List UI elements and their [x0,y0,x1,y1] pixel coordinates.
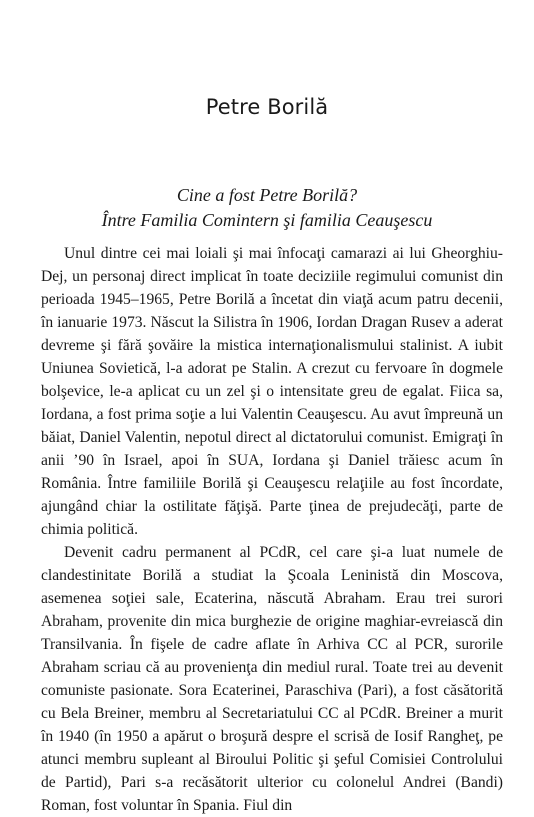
paragraph-2: Devenit cadru permanent al PCdR, cel care şi-a luat numele de clandestinitate Borilă a studiat la Şcoala Leninistă din Moscova, asemenea soţiei sale, Ecaterina, născută Abraham. Erau trei surori Abraham, provenite din mica burghezie de origine maghiar-evreiască din Transilvania. În fişele de cadre aflate în Arhiva CC al PCR, surorile Abraham scriau că au provenienţa din mediul rural. Toate trei au devenit comuniste pasionate. Sora Ecaterinei, Paraschiva (Pari), a fost căsătorită cu Bela Breiner, membru al Secretariatului CC al PCdR. Breiner a murit în 1940 (în 1950 a apărut o broşură despre el scrisă de Iosif Rangheţ, pe atunci membru supleant al Biroului Politic şi şeful Comisiei Controlului de Partid), Pari s-a recăsătorit ulterior cu colonelul Andrei (Bandi) Roman, fost voluntar în Spania. Fiul din [41,544,503,814]
paragraph-1: Unul dintre cei mai loiali şi mai înfocaţi camarazi ai lui Gheorghiu-Dej, un personaj direct implicat în toate deciziile regimului comunist din perioada 1945–1965, Petre Borilă a încetat din viaţă acum patru decenii, în ianuarie 1973. Născut la Silistra în 1906, Iordan Dragan Rusev a aderat devreme şi fără şovăire la mistica internaţionalismului stalinist. A iubit Uniunea Sovietică, l-a adorat pe Stalin. A crezut cu fervoare în dogmele bolşevice, le-a aplicat cu un zel şi o intensitate greu de egalat. Fiica sa, Iordana, a fost prima soţie a lui Valentin Ceauşescu. Au avut împreună un băiat, Daniel Valentin, nepotul direct al dictatorului comunist. Emigraţi în anii ’90 în Israel, apoi în SUA, Iordana şi Daniel trăiesc acum în România. Între familiile Borilă şi Ceauşescu relaţiile au fost încordate, ajungând chiar la ostilitate făţişă. Parte ţinea de prejudecăţi, parte de chimia politică. [41,245,503,538]
chapter-subtitle [0,183,534,233]
body-text [41,242,503,817]
subtitle-line-2: Între Familia Comintern şi familia Ceauşescu [101,210,433,230]
chapter-title: Petre Borilă [205,95,329,119]
subtitle-line-1: Cine a fost Petre Borilă? [176,185,358,205]
